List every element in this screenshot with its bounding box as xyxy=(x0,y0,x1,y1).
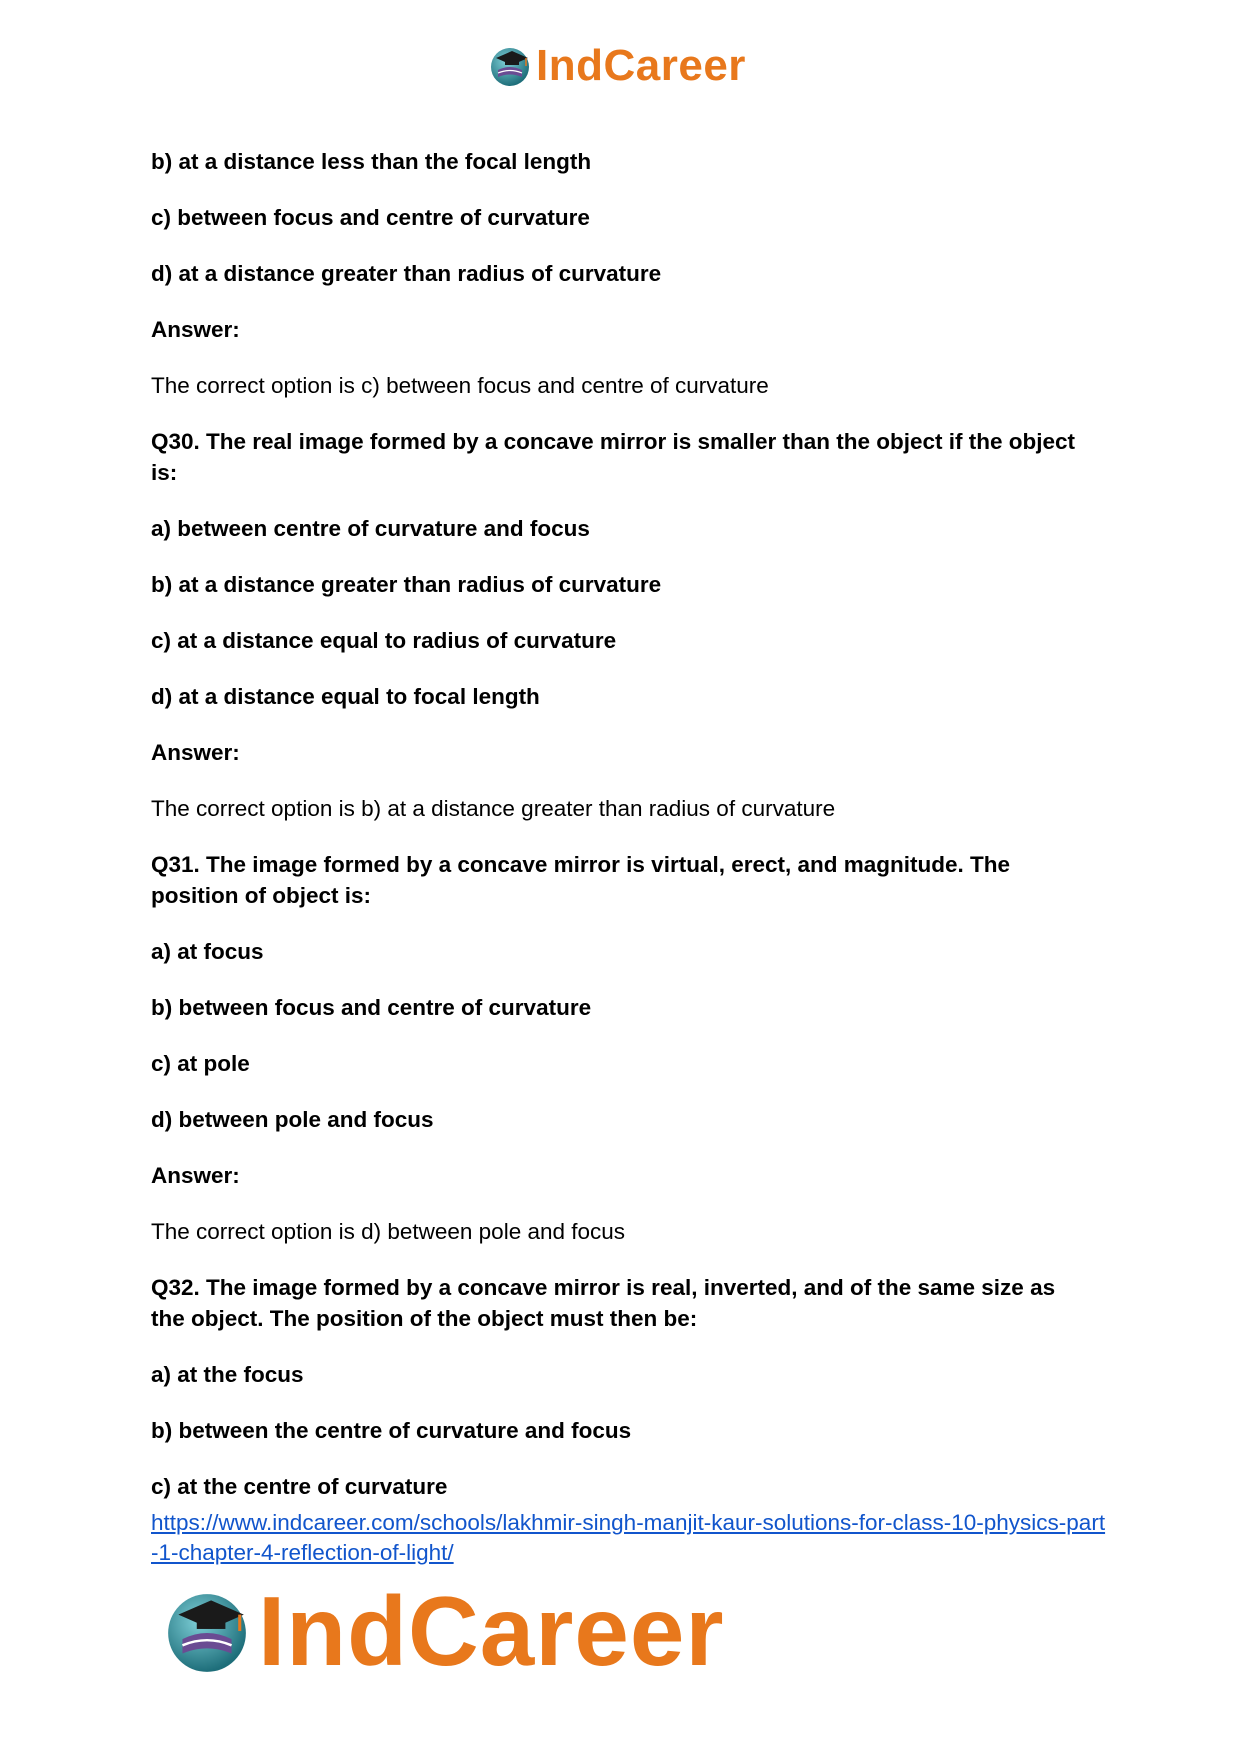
option-text: c) at a distance equal to radius of curvature xyxy=(151,628,617,653)
answer-label: Answer: xyxy=(151,1163,240,1188)
option-text: c) at pole xyxy=(151,1051,250,1076)
option-text: d) between pole and focus xyxy=(151,1107,434,1132)
footer-logo xyxy=(162,1576,725,1686)
graduation-cap-book-icon xyxy=(162,1586,252,1676)
option-text: b) at a distance greater than radius of curvature xyxy=(151,572,662,597)
option-text: a) at the focus xyxy=(151,1362,304,1387)
question-text: Q32. The image formed by a concave mirror is real, inverted, and of the same size as the object. The position of the object must then be: xyxy=(151,1275,1056,1331)
answer-label: Answer: xyxy=(151,317,240,342)
option-text: d) at a distance greater than radius of curvature xyxy=(151,261,662,286)
source-link[interactable]: https://www.indcareer.com/schools/lakhmir-singh-manjit-kaur-solutions-for-class-10-physics-part-1-chapter-4-reflection-of-light/ xyxy=(151,1510,1106,1565)
logo-wordmark: IndCareer xyxy=(536,41,746,90)
option-text: b) at a distance less than the focal length xyxy=(151,149,592,174)
option-text: d) at a distance equal to focal length xyxy=(151,684,540,709)
graduation-cap-book-icon xyxy=(488,44,532,88)
answer-text: The correct option is c) between focus and centre of curvature xyxy=(151,373,769,398)
logo-wordmark: IndCareer xyxy=(258,1576,725,1686)
header-logo xyxy=(488,42,746,90)
document-body xyxy=(151,146,1091,1527)
answer-text: The correct option is d) between pole and focus xyxy=(151,1219,626,1244)
option-text: b) between the centre of curvature and focus xyxy=(151,1418,632,1443)
option-text: c) between focus and centre of curvature xyxy=(151,205,590,230)
option-text: c) at the centre of curvature xyxy=(151,1474,448,1499)
question-text: Q31. The image formed by a concave mirror is virtual, erect, and magnitude. The position of object is: xyxy=(151,852,1011,908)
answer-text: The correct option is b) at a distance greater than radius of curvature xyxy=(151,796,836,821)
question-text: Q30. The real image formed by a concave mirror is smaller than the object if the object is: xyxy=(151,429,1076,485)
option-text: b) between focus and centre of curvature xyxy=(151,995,592,1020)
answer-label: Answer: xyxy=(151,740,240,765)
option-text: a) between centre of curvature and focus xyxy=(151,516,590,541)
option-text: a) at focus xyxy=(151,939,264,964)
